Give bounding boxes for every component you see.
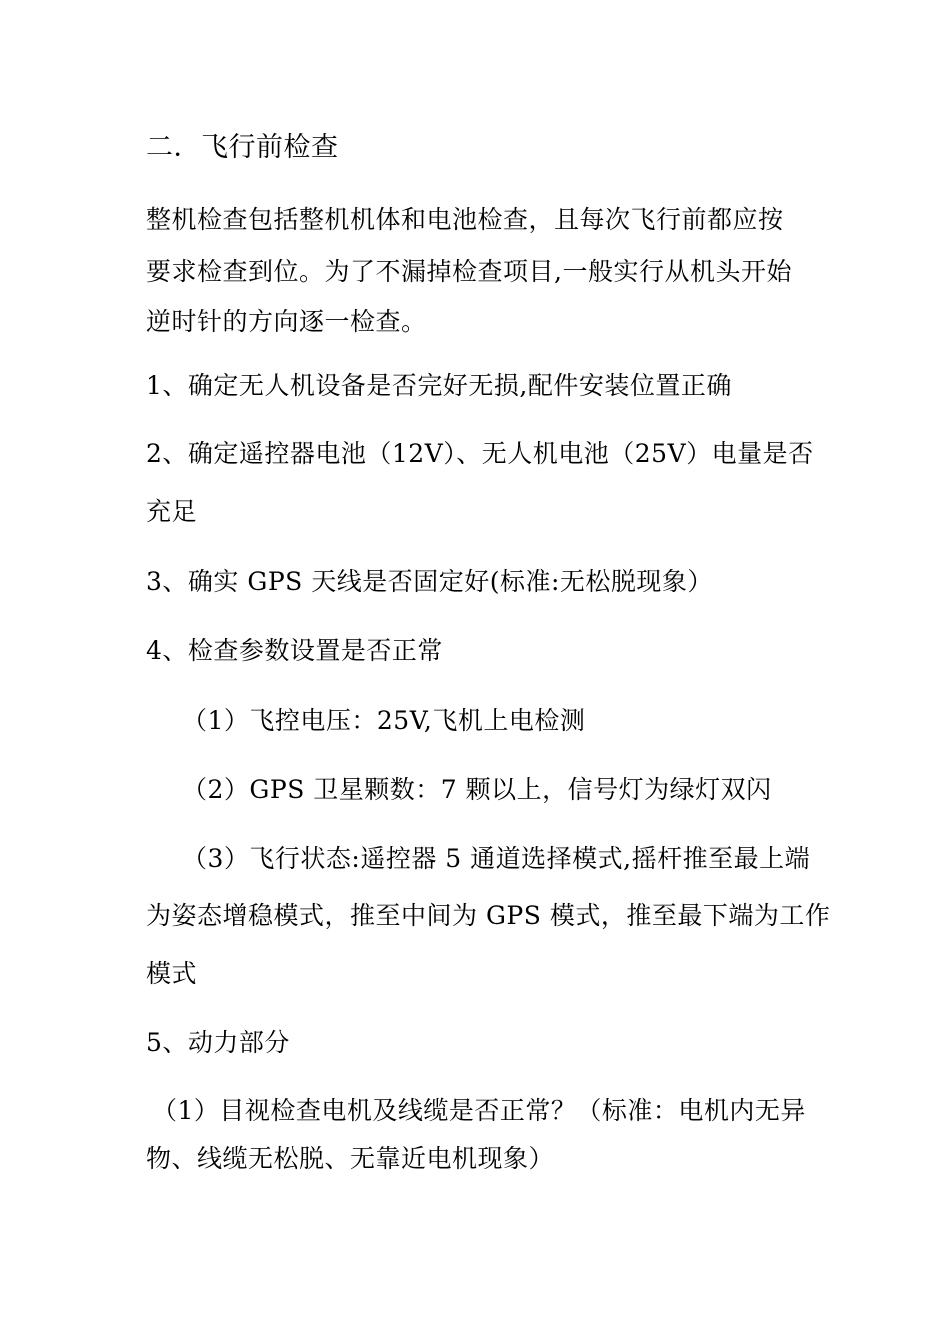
item-5: 5、动力部分 xyxy=(146,1028,290,1057)
item-4-sub-2: （2）GPS 卫星颗数：7 颗以上，信号灯为绿灯双闪 xyxy=(182,775,772,804)
item-3: 3、确实 GPS 天线是否固定好(标准:无松脱现象） xyxy=(146,567,713,596)
item-2-line-1: 2、确定遥控器电池（12V）、无人机电池（25V）电量是否 xyxy=(146,439,814,468)
item-4-sub-3-line-1: （3）飞行状态:遥控器 5 通道选择模式,摇杆推至最上端 xyxy=(182,844,811,873)
item-4-sub-3-line-3: 模式 xyxy=(146,959,198,988)
item-1: 1、确定无人机设备是否完好无损,配件安装位置正确 xyxy=(146,371,732,400)
section-heading: 二．飞行前检查 xyxy=(146,132,339,163)
item-2-line-2: 充足 xyxy=(146,497,198,526)
intro-line-1: 整机检查包括整机机体和电池检查，且每次飞行前都应按 xyxy=(146,205,784,234)
item-4-sub-3-line-2: 为姿态增稳模式，推至中间为 GPS 模式，推至最下端为工作 xyxy=(146,901,831,930)
intro-line-3: 逆时针的方向逐一检查。 xyxy=(146,307,427,336)
intro-line-2: 要求检查到位。为了不漏掉检查项目,一般实行从机头开始 xyxy=(146,257,792,286)
item-5-sub-1-line-1: （1）目视检查电机及线缆是否正常？（标准：电机内无异 xyxy=(152,1096,806,1125)
item-4-sub-1: （1）飞控电压：25V,飞机上电检测 xyxy=(182,706,586,735)
item-4: 4、检查参数设置是否正常 xyxy=(146,636,443,665)
item-5-sub-1-line-2: 物、线缆无松脱、无靠近电机现象） xyxy=(146,1144,555,1173)
